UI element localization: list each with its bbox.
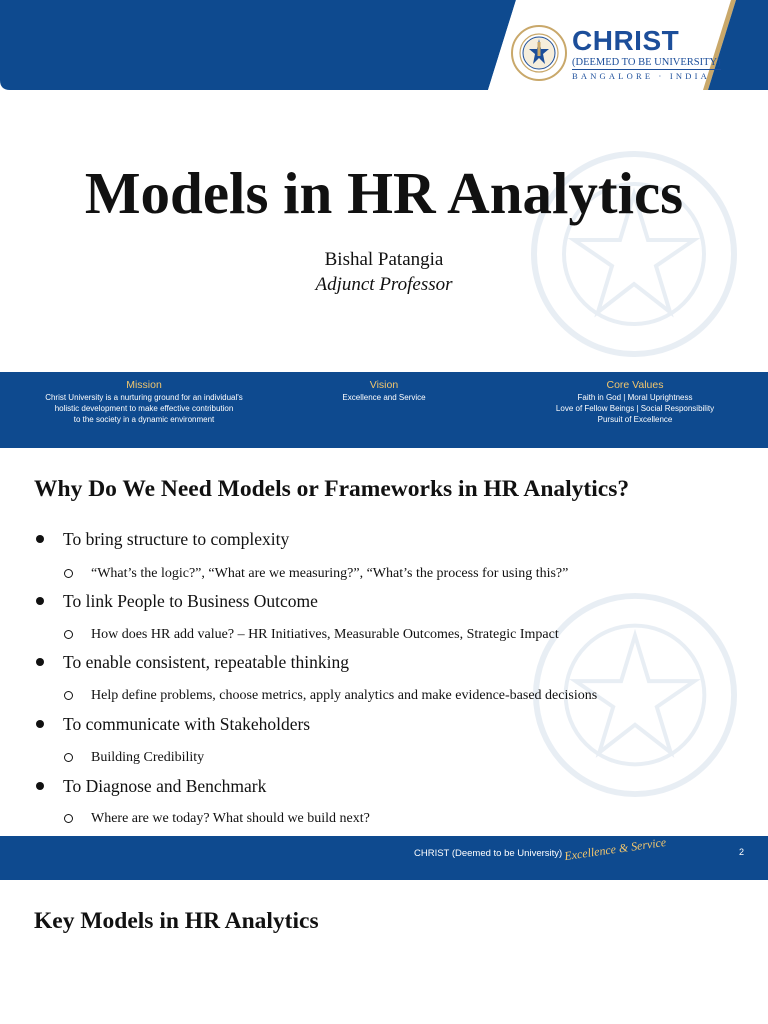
bullet-icon bbox=[36, 597, 44, 605]
bullet-icon bbox=[36, 658, 44, 666]
sub-bullet-icon bbox=[64, 814, 73, 823]
sub-bullet-icon bbox=[64, 691, 73, 700]
vision-block bbox=[304, 378, 464, 403]
mission-vision-band bbox=[0, 372, 768, 448]
logo-subtitle: (DEEMED TO BE UNIVERSITY) bbox=[572, 57, 721, 68]
mission-block bbox=[24, 378, 264, 425]
mission-line: Christ University is a nurturing ground for an individual's bbox=[45, 393, 243, 402]
sub-bullet-text: “What’s the logic?”, “What are we measuring?”, “What’s the process for using this?” bbox=[91, 566, 569, 581]
mission-line: holistic development to make effective contribution bbox=[54, 404, 234, 413]
sub-bullet-text: Help define problems, choose metrics, apply analytics and make evidence-based decisions bbox=[91, 688, 598, 703]
bullet-text: To enable consistent, repeatable thinking bbox=[63, 652, 349, 672]
page-number: 2 bbox=[739, 847, 745, 857]
bullet-text: To Diagnose and Benchmark bbox=[63, 776, 267, 796]
sub-bullet-text: How does HR add value? – HR Initiatives, Measurable Outcomes, Strategic Impact bbox=[91, 627, 559, 642]
logo-city: BANGALORE · INDIA bbox=[572, 71, 710, 81]
vision-line: Excellence and Service bbox=[342, 393, 426, 402]
bullet-text: To bring structure to complexity bbox=[63, 529, 290, 549]
footer-university-text: CHRIST (Deemed to be University) bbox=[414, 848, 563, 859]
title-slide bbox=[0, 0, 768, 450]
bullet-icon bbox=[36, 535, 44, 543]
footer-motto: Excellence & Service bbox=[563, 834, 668, 864]
logo-name: CHRIST bbox=[572, 25, 680, 56]
content-slide bbox=[0, 882, 768, 1024]
core-values-block bbox=[520, 378, 750, 425]
core-values-line: Love of Fellow Beings | Social Responsibility bbox=[555, 404, 715, 413]
vision-heading: Vision bbox=[369, 379, 399, 391]
core-values-heading: Core Values bbox=[606, 379, 664, 391]
presenter-role: Adjunct Professor bbox=[315, 274, 453, 295]
slide-heading: Key Models in HR Analytics bbox=[34, 908, 319, 934]
bullet-icon bbox=[36, 782, 44, 790]
sub-bullet-icon bbox=[64, 569, 73, 578]
content-slide bbox=[0, 450, 768, 882]
mission-line: to the society in a dynamic environment bbox=[73, 415, 215, 424]
sub-bullet-text: Building Credibility bbox=[91, 750, 205, 765]
slide-heading: Why Do We Need Models or Frameworks in HR Analytics? bbox=[34, 476, 630, 502]
university-logo bbox=[510, 24, 721, 82]
core-values-line: Faith in God | Moral Uprightness bbox=[577, 393, 693, 402]
bullet-icon bbox=[36, 720, 44, 728]
bullet-text: To communicate with Stakeholders bbox=[63, 714, 311, 734]
university-seal-icon bbox=[510, 24, 568, 82]
presenter-name: Bishal Patangia bbox=[324, 249, 444, 270]
sub-bullet-icon bbox=[64, 753, 73, 762]
sub-bullet-text: Where are we today? What should we build next? bbox=[91, 811, 370, 826]
core-values-line: Pursuit of Excellence bbox=[597, 415, 673, 424]
slide-footer bbox=[0, 836, 768, 880]
presentation-title: Models in HR Analytics bbox=[84, 160, 684, 226]
mission-heading: Mission bbox=[126, 379, 162, 391]
sub-bullet-icon bbox=[64, 630, 73, 639]
bullet-text: To link People to Business Outcome bbox=[63, 591, 318, 611]
